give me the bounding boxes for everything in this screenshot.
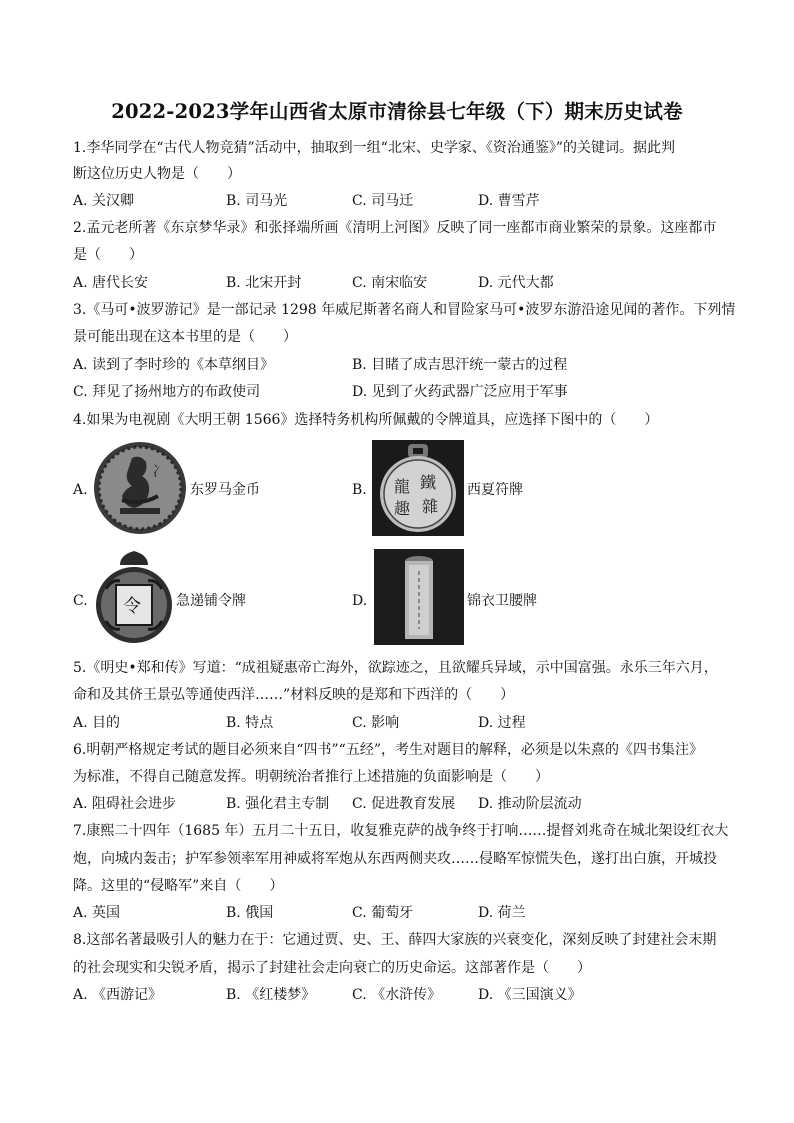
question-5-option-d: D. 过程 [478,715,526,731]
tablet-glyph-2: 鐵 [420,473,437,492]
question-4-option-b-letter: B. [352,482,367,498]
question-4-option-a-caption: 东罗马金币 [190,482,260,498]
page-title: 2022-2023学年山西省太原市清徐县七年级（下）期末历史试卷 [111,100,683,123]
question-7-option-d: D. 荷兰 [478,905,526,921]
question-7-stem-line-1: 7.康熙二十四年（1685 年）五月二十五日，收复雅克萨的战争终于打响……提督刘兆奇在城北架设红衣大 [73,823,729,839]
question-8-option-c: C. 《水浒传》 [352,987,442,1003]
question-8-option-d: D. 《三国演义》 [478,987,582,1003]
question-1-option-d: D. 曹雪芹 [478,193,540,209]
ornate-token-image [92,549,176,645]
tablet-glyph-4: 雜 [422,497,439,516]
round-tablet-image [372,440,464,536]
question-5-option-b: B. 特点 [226,715,274,731]
question-6-option-a: A. 阻碍社会进步 [73,796,177,812]
question-8-option-b: B. 《红楼梦》 [226,987,316,1003]
tablet-glyph-1: 龍 [394,477,411,496]
question-6-stem-line-2: 为标准，不得自己随意发挥。明朝统治者推行上述措施的负面影响是（ ） [73,769,549,785]
question-2-stem-line-2: 是（ ） [73,247,143,263]
question-2-option-b: B. 北宋开封 [226,275,302,291]
question-4-option-d-caption: 锦衣卫腰牌 [467,593,537,609]
question-4-option-c-caption: 急递铺令牌 [176,593,246,609]
question-2-option-c: C. 南宋临安 [352,275,428,291]
question-3-option-d: D. 见到了火药武器广泛应用于军事 [352,384,568,400]
question-8-stem-line-1: 8.这部名著最吸引人的魅力在于：它通过贾、史、王、薛四大家族的兴衰变化，深刻反映了封建社会末期 [73,932,717,948]
waist-tablet-image [374,549,464,645]
question-7-stem-line-3: 降。这里的“侵略军”来自（ ） [73,878,284,894]
question-3-option-b: B. 目睹了成吉思汗统一蒙古的过程 [352,357,568,373]
question-5-stem-line-2: 命和及其侪王景弘等通使西洋……”材料反映的是郑和下西洋的（ ） [73,687,515,703]
question-3-option-a: A. 读到了李时珍的《本草纲目》 [73,357,275,373]
question-8-stem-line-2: 的社会现实和尖锐矛盾，揭示了封建社会走向衰亡的历史命运。这部著作是（ ） [73,960,591,976]
question-5-stem-line-1: 5.《明史•郑和传》写道：“成祖疑惠帝亡海外，欲踪迹之，且欲耀兵异域，示中国富强。永乐三年六月， [73,660,718,676]
tablet-glyph-3: 趣 [394,499,411,518]
question-1-stem-line-1: 1.李华同学在“古代人物竞猜”活动中，抽取到一组“北宋、史学家、《资治通鉴》”的关键词。据此判 [73,140,675,156]
question-5-option-a: A. 目的 [73,715,121,731]
question-4-stem-line-1: 4.如果为电视剧《大明王朝 1566》选择特务机构所佩戴的令牌道具，应选择下图中的（ ） [73,412,659,428]
question-2-stem-line-1: 2.孟元老所著《东京梦华录》和张择端所画《清明上河图》反映了同一座都市商业繁荣的景象。这座都市 [73,220,717,236]
question-4-option-a-letter: A. [73,482,88,498]
question-2-option-d: D. 元代大都 [478,275,554,291]
question-3-stem-line-1: 3.《马可•波罗游记》是一部记录 1298 年威尼斯著名商人和冒险家马可•波罗东游沿途见闻的著作。下列情 [73,302,736,318]
question-1-option-a: A. 关汉卿 [73,193,135,209]
question-7-option-a: A. 英国 [73,905,121,921]
question-6-option-d: D. 推动阶层流动 [478,796,582,812]
question-4-option-b-caption: 西夏符牌 [467,482,523,498]
question-3-option-c: C. 拜见了扬州地方的布政使司 [73,384,261,400]
question-5-option-c: C. 影响 [352,715,400,731]
question-7-stem-line-2: 炮，向城内轰击；护军参领率军用神威将军炮从东西两侧夹攻……侵略军惊慌失色，遂打出白旗，开城投 [73,851,717,867]
question-8-option-a: A. 《西游记》 [73,987,163,1003]
question-1-option-b: B. 司马光 [226,193,288,209]
question-6-option-b: B. 强化君主专制 [226,796,330,812]
question-4-option-d-letter: D. [352,593,368,609]
question-6-option-c: C. 促进教育发展 [352,796,456,812]
question-6-stem-line-1: 6.明朝严格规定考试的题目必须来自“四书”“五经”，考生对题目的解释，必须是以朱熹的《四书集注》 [73,742,703,758]
coin-image [92,440,188,536]
question-2-option-a: A. 唐代长安 [73,275,149,291]
question-1-stem-line-2: 断这位历史人物是（ ） [73,166,241,182]
question-4-option-c-letter: C. [73,593,88,609]
coin-glyph: 冫 [152,464,166,480]
question-7-option-c: C. 葡萄牙 [352,905,414,921]
question-3-stem-line-2: 景可能出现在这本书里的是（ ） [73,329,297,345]
question-1-option-c: C. 司马迁 [352,193,414,209]
question-7-option-b: B. 俄国 [226,905,274,921]
token-glyph: 令 [123,596,141,617]
